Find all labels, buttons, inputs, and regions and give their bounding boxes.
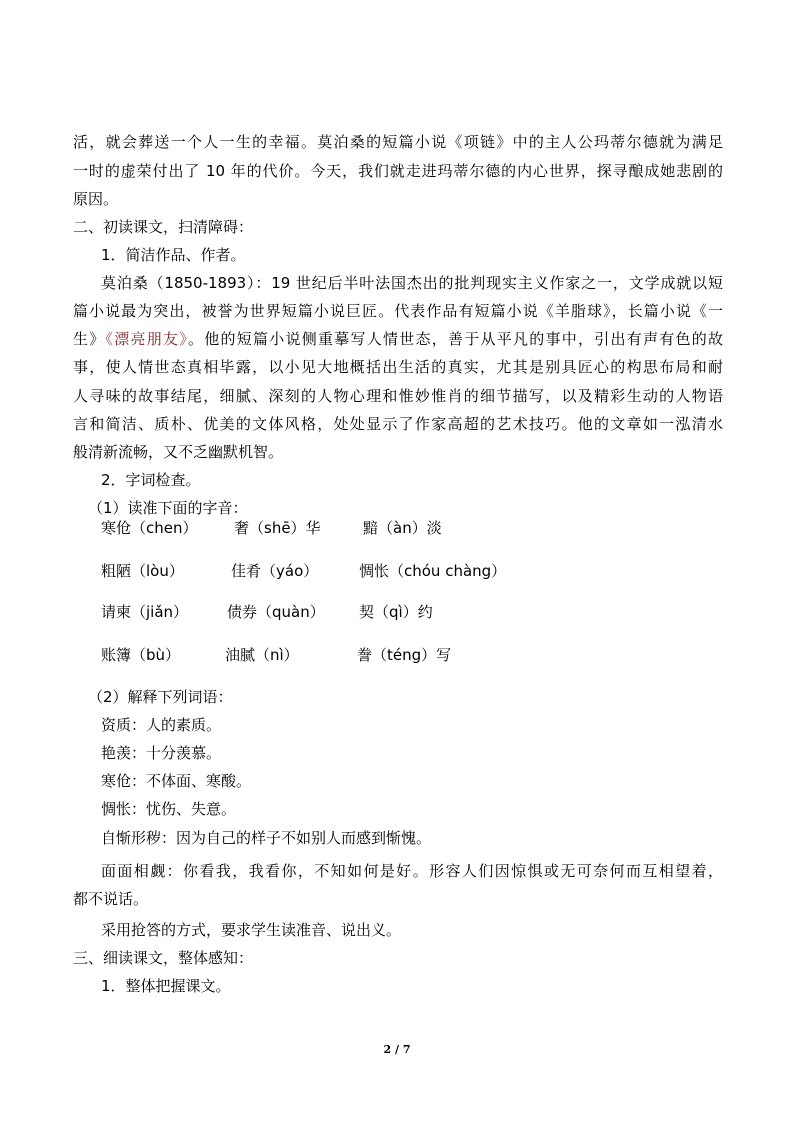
intro-line-3: 原因。 xyxy=(73,190,119,208)
work-title-piaoliangpengyou: 《漂亮朋友》 xyxy=(105,330,188,348)
pinyin-item: 黯（àn）淡 xyxy=(363,519,442,537)
definition-item: 资质：人的素质。 xyxy=(101,716,222,734)
author-text: 篇小说最为突出，被誉为世界短篇小说巨匠。代表作品有短篇小说 xyxy=(73,302,539,320)
definition-item: 惆怅：忧伤、失意。 xyxy=(101,800,237,818)
author-line-1: 莫泊桑（1850-1893）：19 世纪后半叶法国杰出的批判现实主义作家之一，文学成就以短 xyxy=(101,274,723,292)
author-line-7: 般清新流畅，又不乏幽默机智。 xyxy=(73,443,284,461)
pinyin-item: 请柬（jiǎn） xyxy=(101,603,189,621)
pinyin-item: 账簿（bù） xyxy=(101,646,181,664)
work-title-yangzhiqiu: 《羊脂球》 xyxy=(538,302,612,320)
section-2-heading: 二、初读课文，扫清障碍： xyxy=(73,218,254,236)
definition-mianmian-1: 面面相觑：你看我，我看你，不知如何是好。形容人们因惊惧或无可奈何而互相望着， xyxy=(101,862,723,880)
author-line-3 xyxy=(73,329,723,349)
author-line-4: 事，使人情世态真相毕露，以小见大地概括出生活的真实，尤其是别具匠心的构思布局和耐 xyxy=(73,358,723,376)
sub-definitions: （2）解释下列词语： xyxy=(88,688,233,706)
definition-item: 寒伧：不体面、寒酸。 xyxy=(101,772,252,790)
page-number: 2 / 7 xyxy=(383,1043,411,1056)
item-overall: 1．整体把握课文。 xyxy=(101,977,231,995)
sub-pronunciation: （1）读准下面的字音： xyxy=(88,499,248,517)
intro-line-2: 一时的虚荣付出了 10 年的代价。今天，我们就走进玛蒂尔德的内心世界，探寻酿成她悲剧的 xyxy=(73,162,723,180)
author-text: 生》 xyxy=(73,330,106,348)
pinyin-item: 债券（quàn） xyxy=(227,603,325,621)
item-word-check: 2．字词检查。 xyxy=(101,471,201,489)
definition-item: 艳羡：十分羡慕。 xyxy=(101,744,222,762)
author-line-6: 言和简洁、质朴、优美的文体风格，处处显示了作家高超的艺术技巧。他的文章如一泓清水 xyxy=(73,415,723,433)
intro-line-1: 活，就会葬送一个人一生的幸福。莫泊桑的短篇小说《项链》中的主人公玛蒂尔德就为满足 xyxy=(73,133,723,151)
author-text: 。他的短篇小说侧重摹写人情世态，善于从平凡的事中，引出有声有色的故 xyxy=(188,330,723,348)
pinyin-item: 佳肴（yáo） xyxy=(231,562,319,580)
method-note: 采用抢答的方式，要求学生读准音、说出义。 xyxy=(101,921,402,939)
author-line-5: 人寻味的故事结尾，细腻、深刻的人物心理和惟妙惟肖的细节描写，以及精彩生动的人物语 xyxy=(73,387,723,405)
section-3-heading: 三、细读课文，整体感知： xyxy=(73,949,254,967)
pinyin-item: 誊（téng）写 xyxy=(357,646,452,664)
pinyin-item: 粗陋（lòu） xyxy=(101,562,184,580)
pinyin-item: 奢（shē）华 xyxy=(234,519,321,537)
item-author-intro: 1．简洁作品、作者。 xyxy=(101,246,246,264)
definition-mianmian-2: 都不说话。 xyxy=(73,890,149,908)
pinyin-item: 契（qì）约 xyxy=(359,603,433,621)
pinyin-item: 油腻（nì） xyxy=(225,646,299,664)
author-text: ，长篇小说《一 xyxy=(611,302,723,320)
pinyin-item: 寒伧（chen） xyxy=(101,519,198,537)
definition-item: 自惭形秽：因为自己的样子不如别人而感到惭愧。 xyxy=(101,829,432,847)
pinyin-item: 惆怅（chóu chàng） xyxy=(359,562,507,580)
author-line-2 xyxy=(73,301,723,321)
